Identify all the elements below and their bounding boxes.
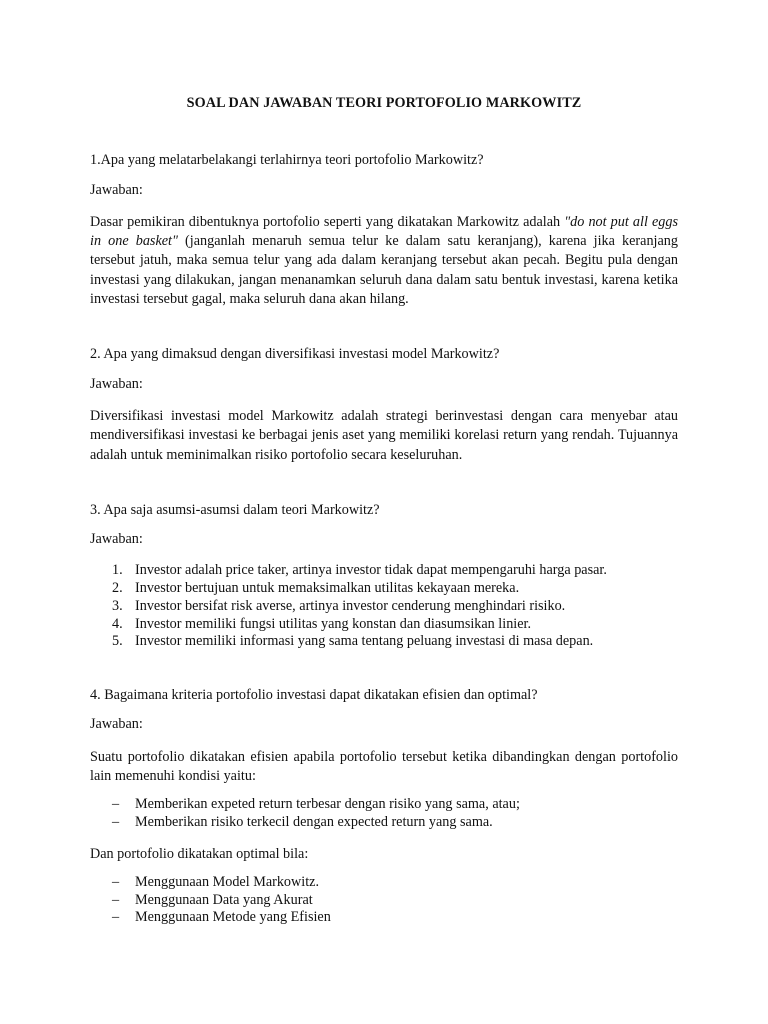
dash-bullet: – [112,873,120,890]
list-number: 4. [112,615,123,632]
optimal-criteria-list [90,874,678,927]
list-number: 3. [112,597,123,614]
list-item [90,580,678,598]
list-item [90,874,678,892]
dash-bullet: – [112,891,120,908]
answer-2: Diversifikasi investasi model Markowitz adalah strategi berinvestasi dengan cara menyebar atau mendiversifikasi investasi ke berbagai jenis aset yang memiliki korelasi return yang rendah. Tujuannya adalah untuk meminimalkan risiko portofolio secara keseluruhan. [90,407,678,463]
list-number: 5. [112,633,123,650]
list-item-text: Investor adalah price taker, artinya investor tidak dapat mempengaruhi harga pasar. [135,562,607,579]
answer-1-part1: Dasar pemikiran dibentuknya portofolio seperti yang dikatakan Markowitz adalah [90,213,565,230]
efficient-criteria-list [90,796,678,831]
list-item [90,616,678,634]
list-item [90,562,678,580]
list-number: 1. [112,562,123,579]
question-1: 1.Apa yang melatarbelakangi terlahirnya teori portofolio Markowitz? [90,152,484,169]
question-4-section [90,686,678,927]
list-item [90,796,678,814]
answer-label: Jawaban: [90,375,143,392]
question-3: 3. Apa saja asumsi-asumsi dalam teori Markowitz? [90,501,380,518]
list-item-text: Memberikan risiko terkecil dengan expected return yang sama. [135,813,493,830]
question-4: 4. Bagaimana kriteria portofolio investasi dapat dikatakan efisien dan optimal? [90,686,538,703]
answer-label: Jawaban: [90,716,143,733]
question-1-section [90,151,678,309]
optimal-intro: Dan portofolio dikatakan optimal bila: [90,845,309,862]
list-item-text: Investor bertujuan untuk memaksimalkan utilitas kekayaan mereka. [135,580,520,597]
answer-label: Jawaban: [90,531,143,548]
document-title: SOAL DAN JAWABAN TEORI PORTOFOLIO MARKOWITZ [186,95,582,111]
assumptions-list [90,562,678,651]
answer-1-part2: (janganlah menaruh semua telur ke dalam satu keranjang), karena jika keranjang tersebut jatuh, maka semua telur yang ada dalam keranjang tersebut akan pecah. Begitu pula dengan investasi yang dilakukan, jangan menanamkan seluruh dana dalam satu bentuk investasi, karena ketika investasi tersebut gagal, maka seluruh dana akan hilang. [90,233,678,308]
list-item [90,909,678,927]
question-3-section [90,501,678,651]
answer-1-quote: "do not put all eggs in one basket" [90,213,678,250]
question-2: 2. Apa yang dimaksud dengan diversifikasi investasi model Markowitz? [90,346,500,363]
list-item-text: Menggunaan Model Markowitz. [135,873,320,890]
question-2-section [90,345,678,464]
list-item [90,598,678,616]
answer-label: Jawaban: [90,181,143,198]
list-item [90,633,678,651]
dash-bullet: – [112,909,120,926]
list-item-text: Memberikan expeted return terbesar dengan risiko yang sama, atau; [135,796,520,813]
list-item-text: Investor memiliki informasi yang sama tentang peluang investasi di masa depan. [135,633,594,650]
answer-4-intro: Suatu portofolio dikatakan efisien apabila portofolio tersebut ketika dibandingkan dengan portofolio lain memenuhi kondisi yaitu: [90,748,678,784]
list-number: 2. [112,580,123,597]
list-item [90,814,678,832]
list-item-text: Investor memiliki fungsi utilitas yang konstan dan diasumsikan linier. [135,615,532,632]
dash-bullet: – [112,813,120,830]
list-item-text: Investor bersifat risk averse, artinya investor cenderung menghindari risiko. [135,597,566,614]
list-item-text: Menggunaan Data yang Akurat [135,891,313,908]
dash-bullet: – [112,796,120,813]
list-item-text: Menggunaan Metode yang Efisien [135,909,331,926]
answer-1 [90,213,678,309]
list-item [90,892,678,910]
